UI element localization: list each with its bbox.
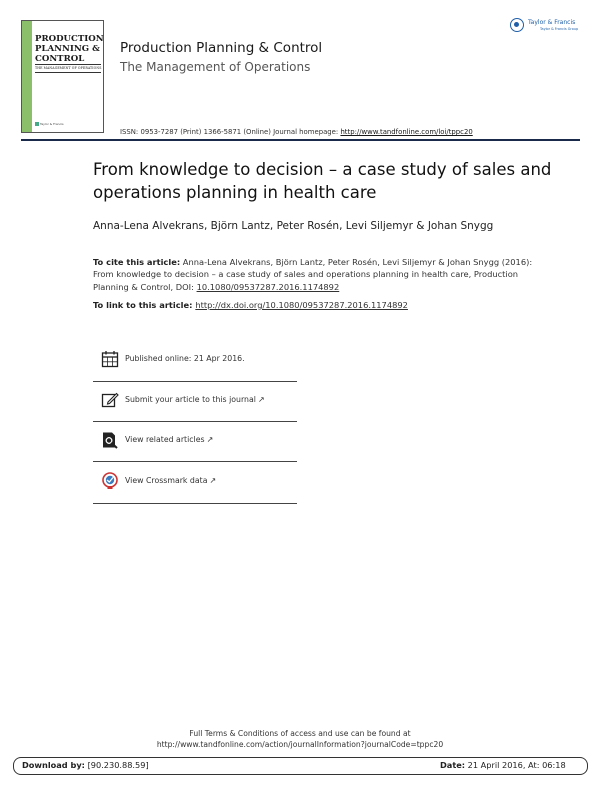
crossmark-link[interactable] (125, 476, 216, 485)
publisher-name: Taylor & Francis (528, 19, 576, 26)
cover-title-line: CONTROL (35, 54, 85, 64)
download-date (440, 760, 566, 770)
search-document-icon (101, 431, 119, 449)
journal-cover-thumbnail (21, 20, 104, 133)
issn-text: ISSN: 0953-7287 (Print) 1366-5871 (Online) Journal homepage: (120, 128, 341, 136)
publisher-logo[interactable] (510, 18, 582, 36)
external-link-icon: ↗ (206, 435, 214, 444)
article-doi-url[interactable]: http://dx.doi.org/10.1080/09537287.2016.1174892 (195, 300, 408, 310)
terms-line: Full Terms & Conditions of access and use can be found at (189, 729, 411, 738)
cover-rule (35, 72, 101, 73)
downloaded-by-value: [90.230.88.59] (84, 760, 149, 770)
cover-green-band (22, 21, 32, 132)
cover-publisher-icon (35, 122, 39, 126)
related-articles-row[interactable] (93, 423, 297, 459)
download-date-value: 21 April 2016, At: 06:18 (465, 760, 566, 770)
edit-icon (101, 391, 119, 409)
terms-notice (0, 728, 600, 750)
related-articles-label: View related articles (125, 435, 205, 444)
publisher-tagline: Taylor & Francis Group (540, 27, 579, 31)
submit-article-label: Submit your article to this journal (125, 395, 256, 404)
journal-subtitle: The Management of Operations (120, 60, 311, 74)
cover-title-line: PRODUCTION (35, 34, 104, 44)
article-title: From knowledge to decision – a case study of sales and operations planning in health care (93, 160, 552, 202)
cover-subtitle: THE MANAGEMENT OF OPERATIONS (35, 66, 102, 70)
journal-homepage-link[interactable]: http://www.tandfonline.com/loi/tppc20 (340, 128, 473, 136)
cover-rule (35, 64, 101, 65)
cover-footer-text: Taylor & Francis (40, 122, 64, 126)
crossmark-row[interactable] (93, 464, 297, 500)
crossmark-label: View Crossmark data (125, 476, 208, 485)
calendar-icon (101, 350, 119, 368)
link-to-article (93, 300, 408, 310)
cover-footer (35, 122, 64, 126)
cover-title (35, 34, 103, 64)
download-date-label: Date: (440, 760, 466, 770)
row-divider (93, 503, 297, 504)
crossmark-icon (101, 472, 119, 490)
downloaded-by-label: Download by: (22, 760, 85, 770)
row-divider (93, 381, 297, 382)
row-divider (93, 461, 297, 462)
published-online-label: Published online: 21 Apr 2016. (125, 354, 245, 363)
citation-doi-link[interactable]: 10.1080/09537287.2016.1174892 (196, 281, 340, 292)
external-link-icon: ↗ (257, 395, 265, 404)
header-divider (21, 139, 580, 141)
citation-label: To cite this article: (93, 257, 181, 267)
issn-line (120, 128, 473, 136)
link-label: To link to this article: (93, 300, 196, 310)
journal-title: Production Planning & Control (120, 40, 323, 56)
downloaded-by (22, 760, 149, 770)
row-divider (93, 421, 297, 422)
citation-text: Anna-Lena Alvekrans, Björn Lantz, Peter Rosén, Levi Siljemyr & Johan Snygg (2016): From knowledge to decision – a case study of sales and operations planning in health care, Production Planning & Control, DOI: (93, 257, 533, 292)
cover-title-line: PLANNING & (35, 44, 100, 54)
publisher-logo-icon (510, 18, 524, 32)
published-online-row (93, 342, 297, 378)
related-articles-link[interactable] (125, 435, 213, 444)
external-link-icon: ↗ (209, 476, 217, 485)
submit-article-row[interactable] (93, 383, 297, 419)
article-authors: Anna-Lena Alvekrans, Björn Lantz, Peter Rosén, Levi Siljemyr & Johan Snygg (93, 220, 494, 232)
citation-block (93, 256, 533, 293)
terms-url[interactable]: http://www.tandfonline.com/action/journalInformation?journalCode=tppc20 (156, 740, 444, 749)
submit-article-link[interactable] (125, 395, 265, 404)
